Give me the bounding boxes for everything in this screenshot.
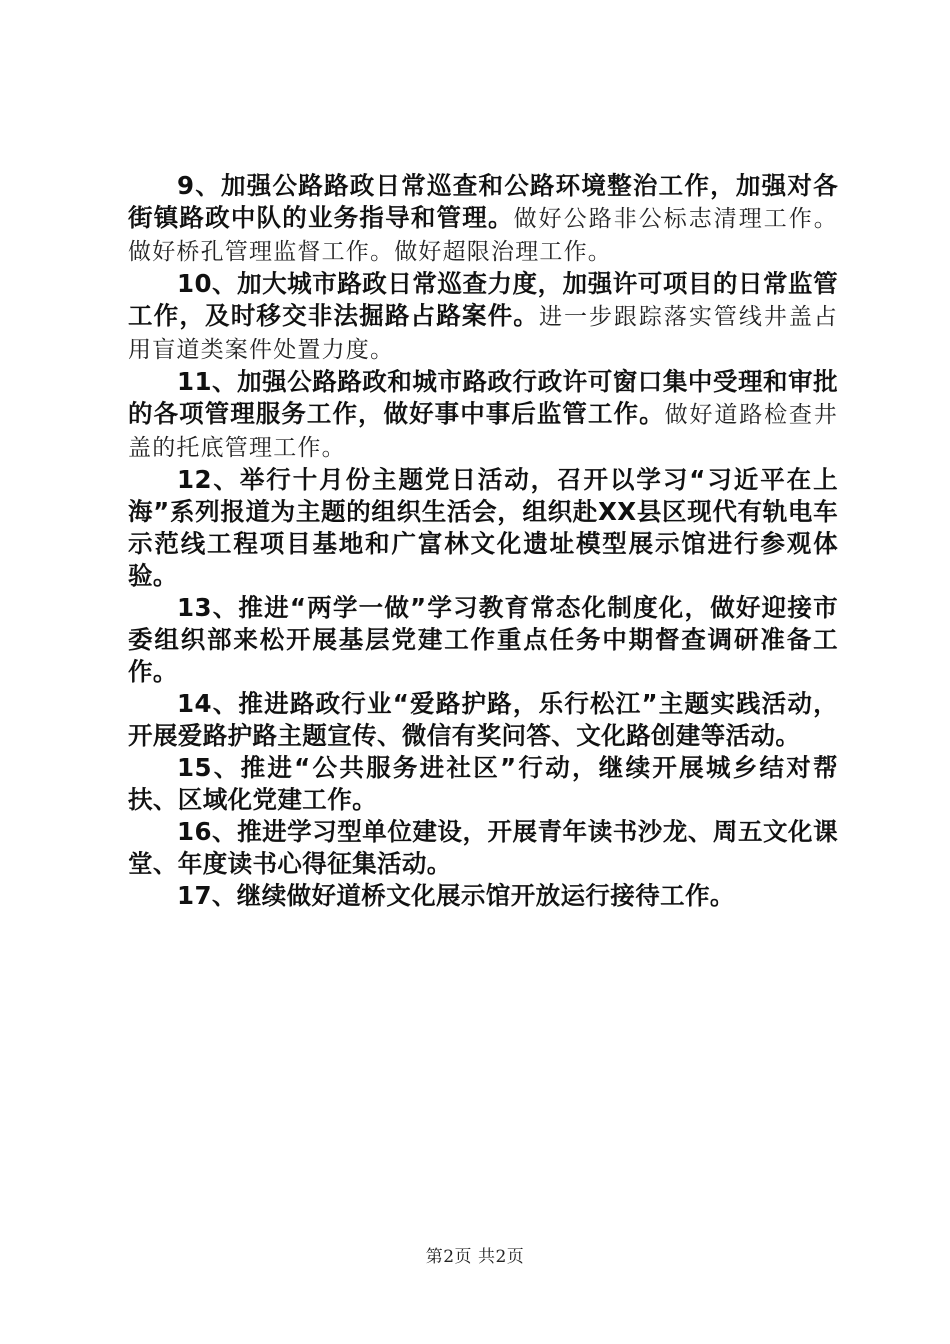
paragraph-item-12 — [128, 464, 838, 592]
paragraph-item-10 — [128, 268, 838, 366]
paragraph-item-16 — [128, 816, 838, 880]
paragraph-item-9 — [128, 170, 838, 268]
paragraph-extra-text: 做好道路检查井盖的托底管理工作。 — [128, 402, 838, 461]
paragraph-main-text: 9、加强公路路政日常巡查和公路环境整治工作，加强对各街镇路政中队的业务指导和管理。 — [128, 171, 838, 232]
paragraph-extra-text: 做好公路非公标志清理工作。做好桥孔管理监督工作。做好超限治理工作。 — [128, 206, 839, 265]
page-number-footer: 第2页 共2页 — [425, 1247, 525, 1267]
paragraph-main-text: 12、举行十月份主题党日活动，召开以学习“习近平在上海”系列报道为主题的组织生活会，组织赴XX县区现代有轨电车示范线工程项目基地和广富林文化遗址模型展示馆进行参观体验。 — [128, 465, 838, 590]
paragraph-item-11 — [128, 366, 838, 464]
paragraph-extra-text: 进一步跟踪落实管线井盖占用盲道类案件处置力度。 — [128, 304, 839, 363]
document-body — [128, 170, 838, 912]
paragraph-main-text: 13、推进“两学一做”学习教育常态化制度化，做好迎接市委组织部来松开展基层党建工作重点任务中期督查调研准备工作。 — [128, 593, 838, 686]
paragraph-item-14 — [128, 688, 838, 752]
paragraph-item-15 — [128, 752, 838, 816]
paragraph-main-text: 10、加大城市路政日常巡查力度，加强许可项目的日常监管工作，及时移交非法掘路占路案件。 — [128, 269, 838, 330]
paragraph-main-text: 16、推进学习型单位建设，开展青年读书沙龙、周五文化课堂、年度读书心得征集活动。 — [128, 817, 838, 878]
paragraph-main-text: 17、继续做好道桥文化展示馆开放运行接待工作。 — [177, 881, 735, 910]
paragraph-item-13 — [128, 592, 838, 688]
paragraph-main-text: 11、加强公路路政和城市路政行政许可窗口集中受理和审批的各项管理服务工作，做好事中事后监管工作。 — [128, 367, 838, 428]
paragraph-main-text: 15、推进“公共服务进社区”行动，继续开展城乡结对帮扶、区域化党建工作。 — [128, 753, 838, 814]
paragraph-main-text: 14、推进路政行业“爱路护路，乐行松江”主题实践活动，开展爱路护路主题宣传、微信有奖问答、文化路创建等活动。 — [128, 689, 838, 750]
paragraph-item-17 — [128, 880, 838, 912]
